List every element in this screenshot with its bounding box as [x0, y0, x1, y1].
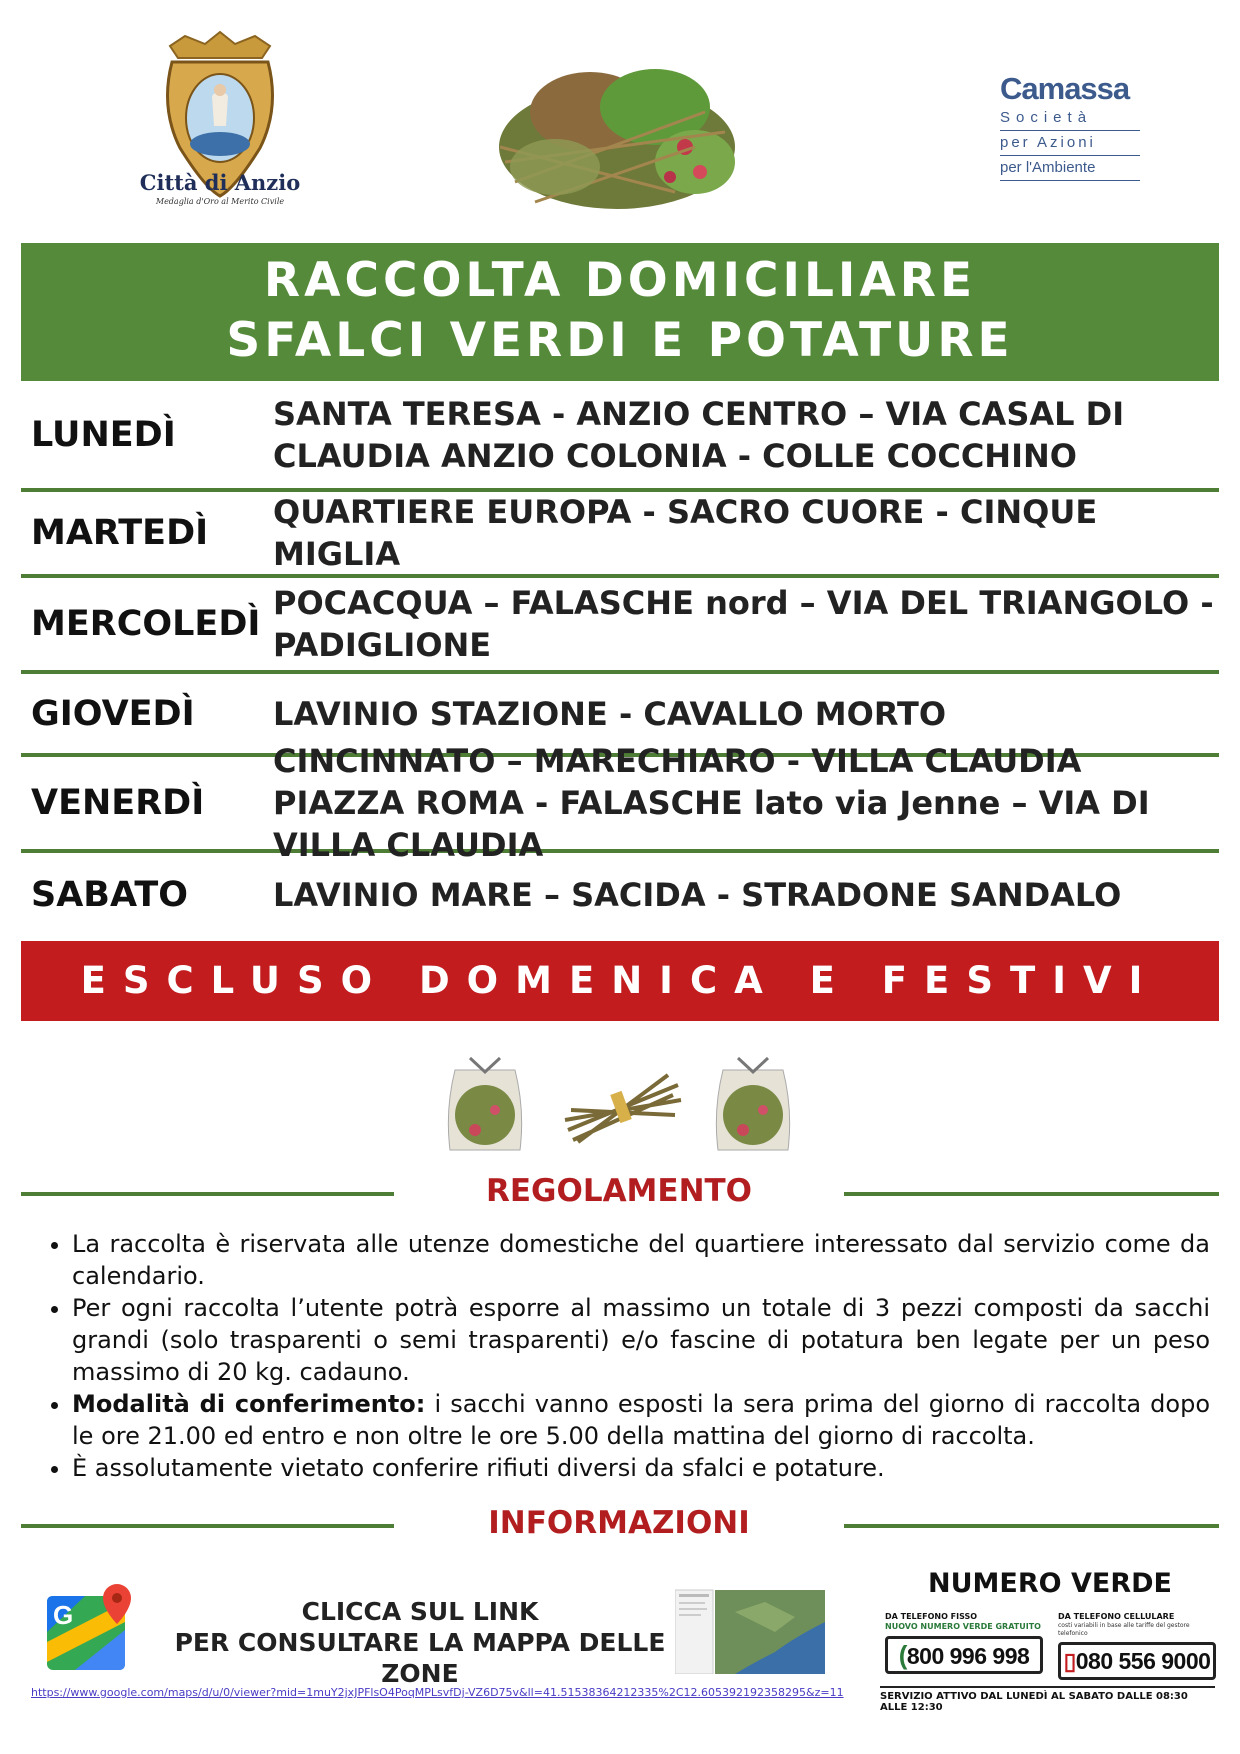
map-url-link[interactable]: https://www.google.com/maps/d/u/0/viewer?mid=1muY2jxJPFlsO4PoqMPLsvfDj-VZ6D75v&ll=41.51538364212335%2C12.605392192358295&z=11: [31, 1686, 844, 1699]
map-link-instructions[interactable]: [150, 1596, 690, 1689]
informazioni-title: INFORMAZIONI: [488, 1505, 750, 1541]
rule-label: Modalità di conferimento:: [72, 1390, 426, 1418]
numero-verde-title: NUMERO VERDE: [928, 1568, 1172, 1599]
phone-handset-icon: (: [898, 1640, 907, 1670]
camassa-line-3: per l'Ambiente: [1000, 156, 1140, 181]
landline-label: DA TELEFONO FISSO: [885, 1612, 978, 1621]
collection-schedule: [21, 382, 1219, 937]
schedule-day: MERCOLEDÌ: [31, 604, 261, 644]
title-line-1: RACCOLTA DOMICILIARE: [263, 253, 977, 308]
google-maps-icon[interactable]: [45, 1582, 137, 1674]
schedule-row-friday: [21, 742, 1219, 864]
landline-sublabel: NUOVO NUMERO VERDE GRATUITO: [885, 1622, 1041, 1631]
zones-map-thumbnail[interactable]: [675, 1582, 825, 1674]
crest-subtitle: Medaglia d'Oro al Merito Civile: [155, 197, 285, 206]
branch-bundle-icon: [563, 1070, 683, 1145]
excluded-days-banner: ESCLUSO DOMENICA E FESTIVI: [21, 941, 1219, 1021]
schedule-day: MARTEDÌ: [31, 513, 209, 553]
schedule-row-wednesday: [21, 578, 1219, 674]
landline-number-box: [885, 1612, 1043, 1674]
toll-free-number-text: 800 996 998: [906, 1643, 1030, 1669]
rule-text: Per ogni raccolta l’utente potrà esporre al massimo un totale di 3 pezzi composti da sacchi grandi (solo trasparenti o semi trasparenti) e/o fascine di potatura ben legate per un peso massimo di 20 kg. cadauno.: [72, 1294, 1210, 1386]
green-waste-pile-image: [495, 52, 740, 217]
mobile-label: DA TELEFONO CELLULARE: [1058, 1612, 1175, 1621]
section-divider: [21, 1192, 394, 1196]
svg-text:G: G: [53, 1600, 74, 1630]
rule-text: La raccolta è riservata alle utenze domestiche del quartiere interessato dal servizio come da calendario.: [72, 1230, 1210, 1290]
click-line-2: PER CONSULTARE LA MAPPA DELLE ZONE: [174, 1628, 666, 1688]
schedule-day: VENERDÌ: [31, 783, 205, 823]
section-divider: [844, 1524, 1219, 1528]
mobile-sublabel: costi variabili in base alle tariffe del gestore telefonico: [1058, 1622, 1190, 1637]
rule-item: [72, 1452, 1210, 1484]
mobile-number-box: [1058, 1612, 1216, 1680]
rule-text: i sacchi vanno esposti la sera prima del giorno di raccolta dopo le ore 21.00 ed entro e non oltre le ore 5.00 della mattina del giorno di raccolta.: [72, 1390, 1211, 1450]
mobile-number[interactable]: [1058, 1642, 1216, 1680]
schedule-zones: CINCINNATO – MARECHIARO - VILLA CLAUDIA PIAZZA ROMA - FALASCHE lato via Jenne – VIA DI VILLA CLAUDIA: [273, 742, 1150, 864]
schedule-day: SABATO: [31, 875, 188, 915]
camassa-line-2: per Azioni: [1000, 131, 1140, 156]
rule-item: [72, 1292, 1210, 1388]
title-line-2: SFALCI VERDI E POTATURE: [226, 313, 1014, 368]
title-banner: [21, 243, 1219, 381]
schedule-zones: QUARTIERE EUROPA - SACRO CUORE - CINQUE MIGLIA: [273, 493, 1098, 573]
schedule-row-tuesday: [21, 492, 1219, 578]
schedule-day: LUNEDÌ: [31, 415, 176, 455]
rule-item: [72, 1228, 1210, 1292]
green-waste-bag-icon: [708, 1050, 798, 1160]
click-line-1: CLICCA SUL LINK: [301, 1597, 539, 1626]
section-divider: [844, 1192, 1219, 1196]
camassa-logo: [1000, 72, 1140, 181]
service-hours-note: SERVIZIO ATTIVO DAL LUNEDÌ AL SABATO DALLE 08:30 ALLE 12:30: [880, 1686, 1215, 1713]
green-waste-bag-icon: [440, 1050, 530, 1160]
rule-item: [72, 1388, 1210, 1452]
schedule-day: GIOVEDÌ: [31, 693, 195, 734]
rules-list: [30, 1228, 1210, 1484]
schedule-row-monday: [21, 382, 1219, 492]
regolamento-title: REGOLAMENTO: [485, 1173, 753, 1209]
schedule-zones: POCACQUA – FALASCHE nord – VIA DEL TRIANGOLO - PADIGLIONE: [273, 584, 1214, 664]
schedule-zones: LAVINIO MARE – SACIDA - STRADONE SANDALO: [273, 876, 1122, 914]
schedule-zones: LAVINIO STAZIONE - CAVALLO MORTO: [273, 694, 947, 733]
rule-text: È assolutamente vietato conferire rifiuti diversi da sfalci e potature.: [72, 1454, 885, 1482]
schedule-zones: SANTA TERESA - ANZIO CENTRO – VIA CASAL DI CLAUDIA ANZIO COLONIA - COLLE COCCHINO: [273, 395, 1125, 475]
camassa-line-1: Società: [1000, 106, 1140, 131]
mobile-phone-icon: ▯: [1063, 1648, 1076, 1674]
mobile-number-text: 080 556 9000: [1075, 1648, 1211, 1674]
toll-free-number[interactable]: [885, 1636, 1043, 1674]
crest-city-name: Città di Anzio: [139, 170, 301, 195]
camassa-brand: Camassa: [1000, 71, 1130, 106]
section-divider: [21, 1524, 394, 1528]
